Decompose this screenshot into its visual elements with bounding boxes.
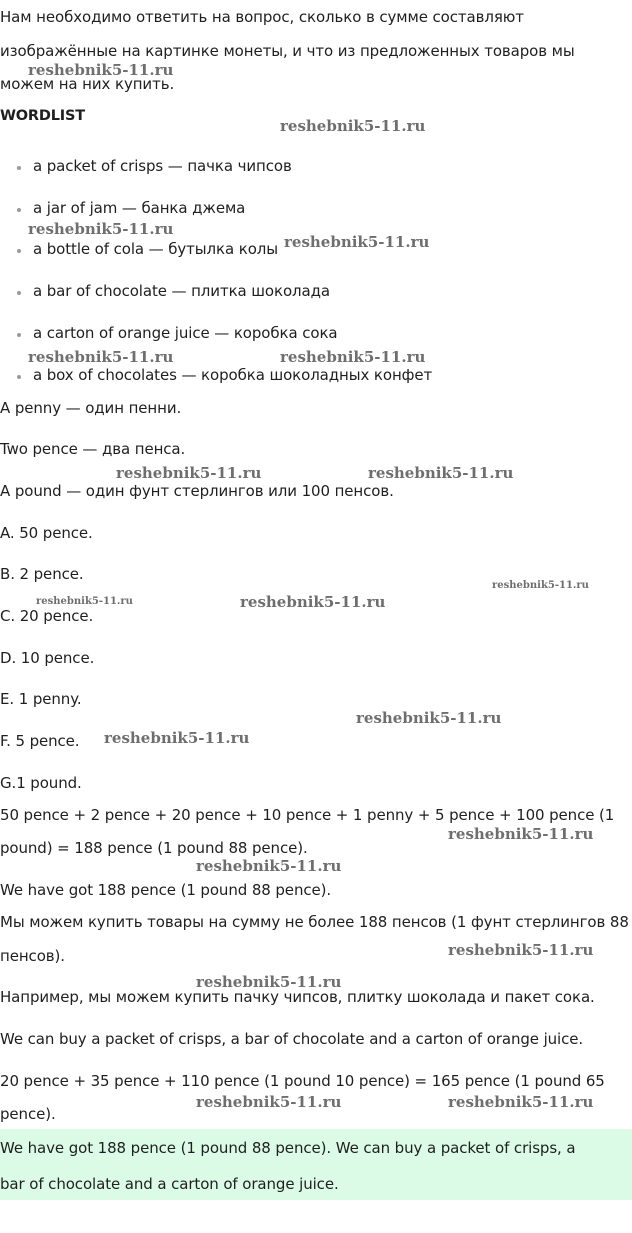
wordlist-heading: WORDLIST — [0, 108, 85, 124]
example-en-line: We can buy a packet of crisps, a bar of chocolate and a carton of orange juice. — [0, 1030, 584, 1048]
bullet-icon — [17, 249, 21, 253]
answer-line-1: We have got 188 pence (1 pound 88 pence). We can buy a packet of crisps, a — [0, 1139, 576, 1157]
intro-line-1: Нам необходимо ответить на вопрос, сколько в сумме составляют — [0, 8, 524, 26]
example-sum-line-2: pence). — [0, 1105, 56, 1123]
intro-line-2: изображённые на картинке монеты, и что из предложенных товаров мы — [0, 42, 575, 60]
bullet-icon — [17, 208, 21, 212]
coin-line: A. 50 pence. — [0, 524, 93, 542]
watermark: reshebnik5-11.ru — [356, 709, 502, 727]
coin-line: B. 2 pence. — [0, 565, 84, 583]
watermark: reshebnik5-11.ru — [280, 348, 426, 366]
wordlist-item: a carton of orange juice — коробка сока — [33, 324, 338, 342]
bullet-icon — [17, 333, 21, 337]
coin-line: G.1 pound. — [0, 774, 82, 792]
can-buy-ru-line-2: пенсов). — [0, 947, 65, 965]
example-sum-line-1: 20 pence + 35 pence + 110 pence (1 pound 10 pence) = 165 pence (1 pound 65 — [0, 1072, 605, 1090]
sum-line-1: 50 pence + 2 pence + 20 pence + 10 pence + 1 penny + 5 pence + 100 pence (1 — [0, 806, 615, 824]
watermark: reshebnik5-11.ru — [36, 596, 133, 607]
coin-info-line: A penny — один пенни. — [0, 399, 182, 417]
bullet-icon — [17, 375, 21, 379]
coin-info-line: A pound — один фунт стерлингов или 100 пенсов. — [0, 482, 394, 500]
watermark: reshebnik5-11.ru — [368, 464, 514, 482]
watermark: reshebnik5-11.ru — [448, 825, 594, 843]
sum-line-2: pound) = 188 pence (1 pound 88 pence). — [0, 839, 308, 857]
watermark: reshebnik5-11.ru — [448, 941, 594, 959]
watermark: reshebnik5-11.ru — [28, 61, 174, 79]
wordlist-item: a packet of crisps — пачка чипсов — [33, 157, 292, 175]
watermark: reshebnik5-11.ru — [104, 729, 250, 747]
coin-info-line: Two pence — два пенса. — [0, 440, 186, 458]
watermark: reshebnik5-11.ru — [284, 233, 430, 251]
coin-line: C. 20 pence. — [0, 607, 94, 625]
watermark: reshebnik5-11.ru — [448, 1093, 594, 1111]
watermark: reshebnik5-11.ru — [280, 117, 426, 135]
bullet-icon — [17, 291, 21, 295]
watermark: reshebnik5-11.ru — [196, 857, 342, 875]
example-ru-line: Например, мы можем купить пачку чипсов, плитку шоколада и пакет сока. — [0, 988, 595, 1006]
coin-line: D. 10 pence. — [0, 649, 95, 667]
watermark: reshebnik5-11.ru — [492, 580, 589, 591]
wordlist-item: a bar of chocolate — плитка шоколада — [33, 282, 330, 300]
watermark: reshebnik5-11.ru — [28, 348, 174, 366]
answer-line-2: bar of chocolate and a carton of orange juice. — [0, 1175, 339, 1193]
bullet-icon — [17, 166, 21, 170]
watermark: reshebnik5-11.ru — [196, 1093, 342, 1111]
can-buy-ru-line-1: Мы можем купить товары на сумму не более 188 пенсов (1 фунт стерлингов 88 — [0, 913, 629, 931]
wordlist-item: a bottle of cola — бутылка колы — [33, 240, 279, 258]
coin-line: F. 5 pence. — [0, 732, 80, 750]
intro-line-3: можем на них купить. — [0, 75, 175, 93]
watermark: reshebnik5-11.ru — [116, 464, 262, 482]
watermark: reshebnik5-11.ru — [240, 593, 386, 611]
wordlist-item: a jar of jam — банка джема — [33, 199, 246, 217]
watermark: reshebnik5-11.ru — [28, 220, 174, 238]
have-got-line: We have got 188 pence (1 pound 88 pence). — [0, 881, 332, 899]
coin-line: E. 1 penny. — [0, 690, 82, 708]
wordlist-item: a box of chocolates — коробка шоколадных конфет — [33, 366, 433, 384]
watermark: reshebnik5-11.ru — [196, 973, 342, 991]
